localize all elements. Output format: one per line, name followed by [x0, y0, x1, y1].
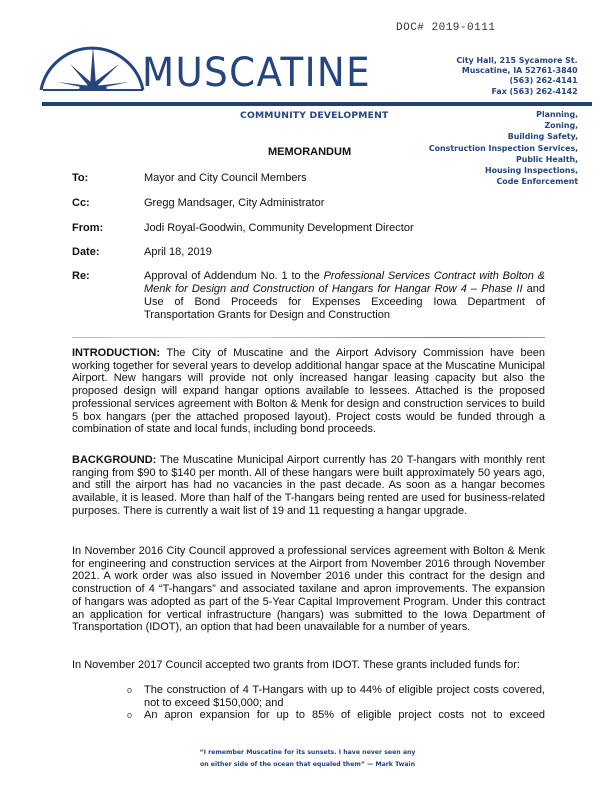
department-name: COMMUNITY DEVELOPMENT: [240, 110, 389, 121]
wordmark: MUSCATINE: [142, 50, 372, 96]
memo-title: MEMORANDUM: [268, 146, 352, 158]
contact-fax: Fax (563) 262-4142: [491, 85, 578, 96]
background-paragraph: [72, 454, 545, 518]
footer-quote: [0, 747, 615, 771]
service-item: Construction Inspection Services,: [428, 142, 578, 153]
services-list: [429, 109, 578, 187]
field-value: Jodi Royal-Goodwin, Community Development Director: [144, 222, 414, 234]
service-item: Public Health,: [515, 153, 578, 164]
field-value: Gregg Mandsager, City Administrator: [144, 197, 325, 209]
field-value: Mayor and City Council Members: [144, 172, 307, 184]
bullet-icon: o: [127, 685, 133, 695]
contract-title: Professional Services Contract with Bolton & Menk for Design and Construction of Hangars for Hangar Row 4 – Phase II: [144, 270, 546, 295]
muscatine-logo-icon: [37, 44, 147, 94]
paragraph-2016: In November 2016 City Council approved a professional services agreement with Bolton & Menk for engineering and construction services at the Airport from November 2016 through November 2021. A work order was also issued in November 2016 under this contract for the design and construction of 4 “T-hangars” and associated taxilane and apron improvements. The expansion of hangars was adopted as part of the 5-Year Capital Improvement Program. Under this contract an application for vertical infrastructure (hangars) was submitted to the Iowa Department of Transportation (IDOT), an option that had been unavailable for a number of years.: [72, 545, 545, 634]
document-number-stamp: DOC# 2019-0111: [396, 22, 496, 34]
subject-part: Approval of Addendum No. 1 to the: [144, 270, 324, 282]
section-heading: INTRODUCTION:: [72, 347, 160, 359]
bullet-icon: o: [127, 710, 133, 721]
service-item: Housing Inspections,: [484, 165, 578, 176]
quote-line: on either side of the ocean that equaled them” — Mark Twain: [199, 761, 416, 768]
contact-address: City Hall, 215 Sycamore St.: [456, 55, 578, 65]
contact-block: [457, 55, 578, 96]
service-item: Zoning,: [544, 120, 578, 131]
list-item-text: The construction of 4 T-Hangars with up to 44% of eligible project costs covered, not to exceed $150,000; and: [144, 684, 545, 709]
subject-text: [144, 270, 545, 322]
list-item-text: An apron expansion for up to 85% of eligible project costs not to exceed: [144, 709, 545, 722]
quote-line: “I remember Muscatine for its sunsets. I have never seen any: [199, 749, 416, 756]
field-label: To:: [72, 172, 89, 184]
service-item: Planning,: [536, 109, 578, 119]
list-item: [127, 709, 545, 722]
contact-city: Muscatine, IA 52761-3840: [462, 65, 578, 76]
grant-list: [127, 684, 545, 722]
header-rule: [42, 102, 592, 106]
paragraph-text: The City of Muscatine and the Airport Advisory Commission have been working together for several years to develop additional hangar space at the Muscatine Municipal Airport. New hangars will provide not only increased hangar leasing capacity but also the proposed design will expand hangar options available to lessees. Attached is the proposed professional services agreement with Bolton & Menk for design and construction services to build 5 box hangars (per the attached proposed layout). Project costs would be funded through a combination of state and local funds, including bond proceeds.: [72, 347, 545, 436]
subject-part: and Use of Bond Proceeds for Expenses Exceeding Iowa Department of Transportation Grants for Design and Construction: [144, 283, 545, 321]
field-label: Re:: [72, 270, 90, 282]
section-divider: [72, 337, 545, 338]
field-value: April 18, 2019: [144, 246, 212, 258]
paragraph-2017: In November 2017 Council accepted two grants from IDOT. These grants included funds for:: [72, 659, 520, 671]
introduction-paragraph: [72, 347, 545, 436]
contact-phone: (563) 262-4141: [509, 75, 578, 86]
field-label: Date:: [72, 246, 100, 258]
service-item: Code Enforcement: [496, 176, 578, 187]
field-label: From:: [72, 222, 104, 234]
section-heading: BACKGROUND:: [72, 454, 157, 466]
list-item: [127, 684, 545, 709]
paragraph-text: The Muscatine Municipal Airport currently has 20 T-hangars with monthly rent ranging from $90 to $140 per month. All of these hangars were built approximately 50 years ago, and still the airport has had no vacancies in the past decade. As soon as a hangar becomes available, it is leased. More than half of the T-hangars being rented are used for business-related purposes. There is currently a wait list of 19 and 11 requesting a hangar upgrade.: [72, 454, 545, 517]
service-item: Building Safety,: [507, 131, 578, 142]
field-label: Cc:: [72, 197, 90, 209]
